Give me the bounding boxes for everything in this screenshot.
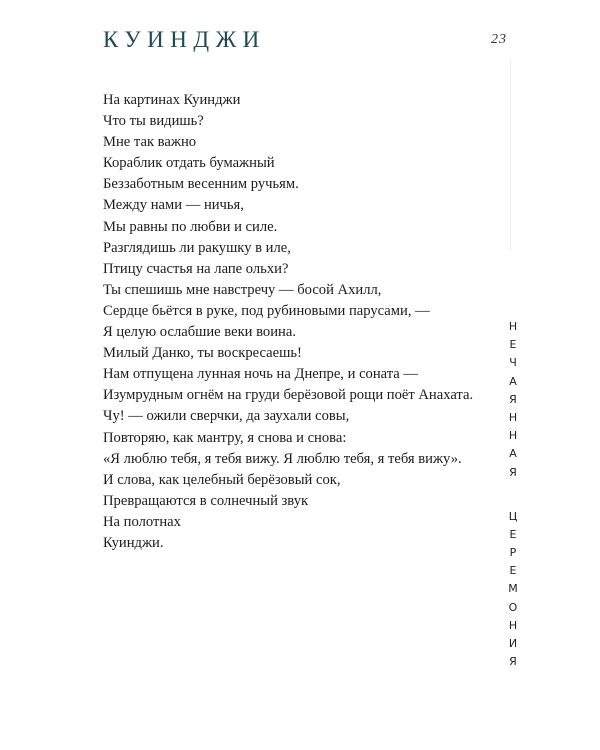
poem-line: Я целую ослабшие веки воина. xyxy=(103,324,296,341)
poem-line: Превращаются в солнечный звук xyxy=(103,492,309,509)
sidebar-letter: Е xyxy=(509,564,517,578)
sidebar-letter: М xyxy=(508,582,518,596)
poem-line: Чу! — ожили сверчки, да заухали совы, xyxy=(103,408,350,425)
page-title: КУИНДЖИ xyxy=(103,27,266,52)
poem-line: Сердце бьётся в руке, под рубиновыми парусами, — xyxy=(103,302,430,319)
margin-rule-top xyxy=(510,60,511,250)
poem-line: Птицу счастья на лапе ольхи? xyxy=(103,260,289,277)
sidebar-letter: Я xyxy=(509,392,517,406)
poem-line: Повторяю, как мантру, я снова и снова: xyxy=(103,429,347,446)
poem-line: Разглядишь ли ракушку в иле, xyxy=(103,239,291,256)
poem-line: Мы равны по любви и силе. xyxy=(103,218,278,235)
sidebar-letter: Р xyxy=(509,546,517,560)
poem-line: Беззаботным весенним ручьям. xyxy=(103,176,299,193)
poem-line: «Я люблю тебя, я тебя вижу. Я люблю тебя, я тебя вижу». xyxy=(103,450,462,467)
poem-line: На картинах Куинджи xyxy=(103,92,241,108)
poem-line: Куинджи. xyxy=(103,534,164,551)
vertical-sidebar-text xyxy=(505,318,521,671)
poem-line: Что ты видишь? xyxy=(103,113,204,130)
sidebar-letter: Я xyxy=(509,465,517,479)
poem-line: Изумрудным огнём на груди берёзовой рощи поёт Анахата. xyxy=(103,387,474,404)
poem-line: И слова, как целебный берёзовый сок, xyxy=(103,471,341,488)
sidebar-letter: А xyxy=(509,447,517,461)
poem-line: Кораблик отдать бумажный xyxy=(103,155,275,172)
sidebar-letter: Н xyxy=(508,410,518,424)
sidebar-word-gap xyxy=(505,482,521,508)
poem-line: Милый Данко, ты воскресаешь! xyxy=(103,345,302,362)
poem-line: На полотнах xyxy=(103,513,181,530)
sidebar-letter: Е xyxy=(509,338,517,352)
sidebar-letter: Н xyxy=(508,618,518,632)
poem-line: Мне так важно xyxy=(103,134,197,151)
sidebar-letter: Н xyxy=(508,320,518,333)
sidebar-letter: И xyxy=(508,637,518,650)
poem-line: Нам отпущена лунная ночь на Днепре, и соната — xyxy=(103,366,419,383)
sidebar-letter: Ц xyxy=(508,509,518,523)
sidebar-letter: Я xyxy=(509,655,517,669)
sidebar-letter: Е xyxy=(509,527,517,541)
sidebar-letter: О xyxy=(508,600,518,614)
poem-line: Ты спешишь мне навстречу — босой Ахилл, xyxy=(103,281,382,298)
page-number: 23 xyxy=(491,32,507,47)
poem-line: Между нами — ничья, xyxy=(103,197,244,214)
sidebar-letter: А xyxy=(509,374,517,388)
sidebar-letter: Н xyxy=(508,429,518,443)
poem-text xyxy=(103,90,473,554)
sidebar-letter: Ч xyxy=(509,356,517,370)
